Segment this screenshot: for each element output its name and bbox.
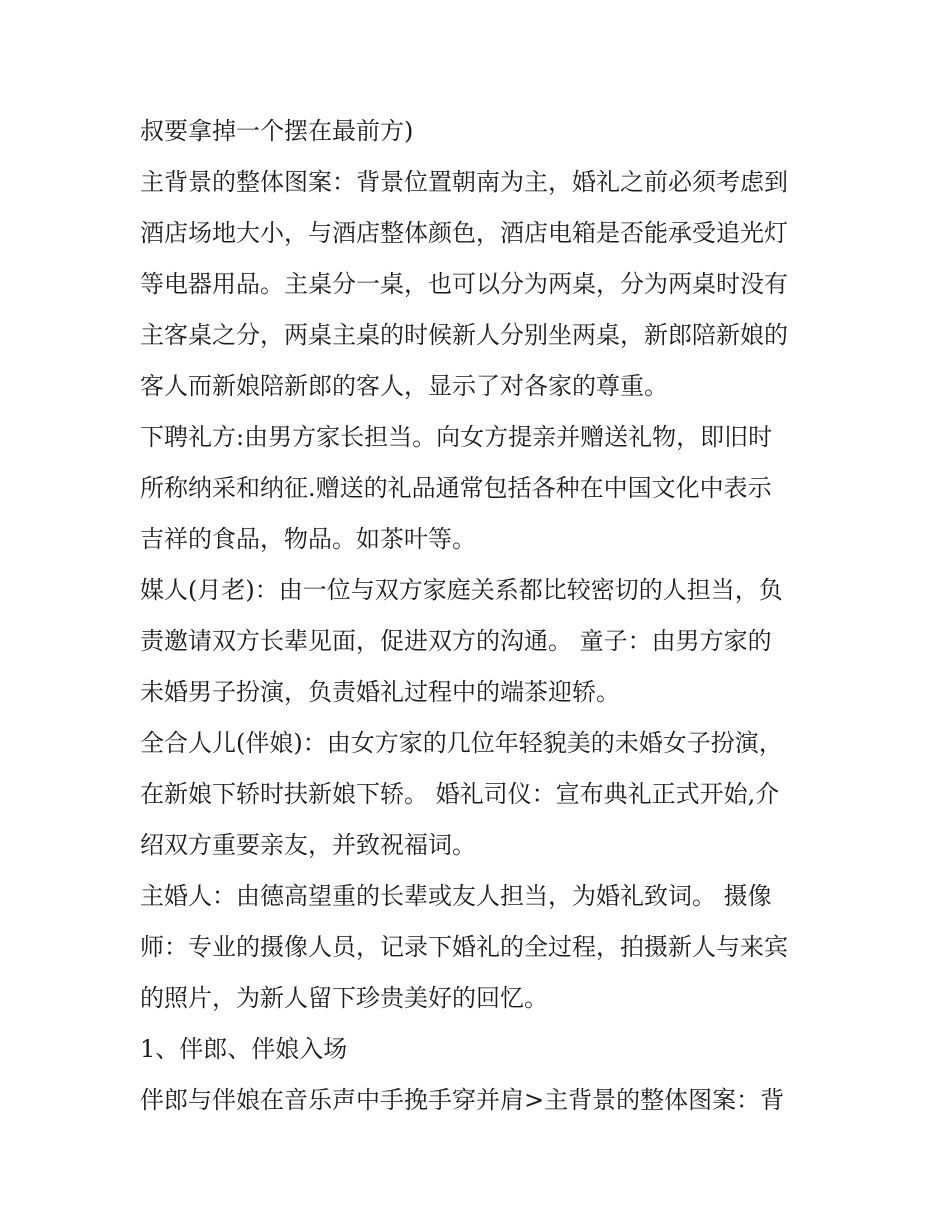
text-line: 主背景的整体图案：背景位置朝南为主，婚礼之前必须考虑到 xyxy=(140,168,788,196)
text-line: 主客桌之分，两桌主桌的时候新人分别坐两桌，新郎陪新娘的 xyxy=(140,321,788,349)
text-line: 未婚男子扮演，负责婚礼过程中的端茶迎轿。 xyxy=(140,678,620,706)
text-line: 伴郎与伴娘在音乐声中手挽手穿并肩>主背景的整体图案：背 xyxy=(140,1086,785,1114)
section-heading: 1、伴郎、伴娘入场 xyxy=(140,1035,348,1063)
text-line: 在新娘下轿时扶新娘下轿。 婚礼司仪：宣布典礼正式开始,介 xyxy=(140,780,780,808)
text-line: 下聘礼方:由男方家长担当。向女方提亲并赠送礼物，即旧时 xyxy=(140,423,773,451)
document-body xyxy=(140,106,820,1126)
text-line: 所称纳采和纳征.赠送的礼品通常包括各种在中国文化中表示 xyxy=(140,474,772,502)
text-line: 叔要拿掉一个摆在最前方) xyxy=(140,117,414,145)
text-line: 绍双方重要亲友，并致祝福词。 xyxy=(140,831,476,859)
text-line: 责邀请双方长辈见面，促进双方的沟通。 童子：由男方家的 xyxy=(140,627,772,655)
text-line: 客人而新娘陪新郎的客人，显示了对各家的尊重。 xyxy=(140,372,668,400)
text-line: 等电器用品。主桌分一桌，也可以分为两桌，分为两桌时没有 xyxy=(140,270,788,298)
text-line: 师：专业的摄像人员，记录下婚礼的全过程，拍摄新人与来宾 xyxy=(140,933,788,961)
text-line: 酒店场地大小，与酒店整体颜色，酒店电箱是否能承受追光灯 xyxy=(140,219,788,247)
text-line: 的照片，为新人留下珍贵美好的回忆。 xyxy=(140,984,548,1012)
text-line: 吉祥的食品，物品。如茶叶等。 xyxy=(140,525,476,553)
text-line: 媒人(月老)：由一位与双方家庭关系都比较密切的人担当，负 xyxy=(140,576,783,604)
text-line: 全合人儿(伴娘)：由女方家的几位年轻貌美的未婚女子扮演， xyxy=(140,729,783,757)
text-line: 主婚人：由德高望重的长辈或友人担当，为婚礼致词。 摄像 xyxy=(140,882,772,910)
